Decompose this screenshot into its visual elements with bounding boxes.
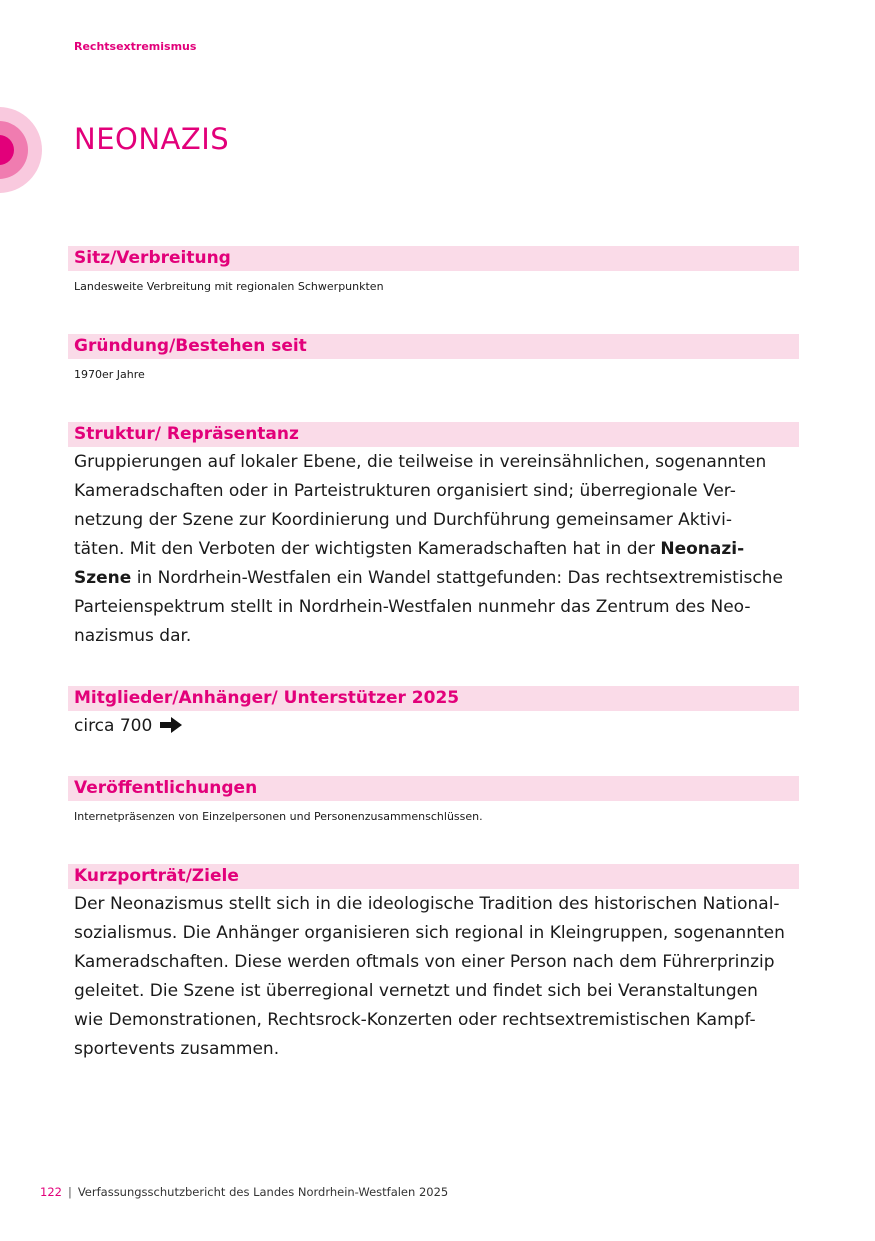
section-sitz xyxy=(68,246,799,301)
text-span: täten. Mit den Verboten der wichtigsten Kameradschaften hat in der xyxy=(74,539,661,559)
page-number: 122 xyxy=(40,1185,62,1199)
member-count: circa 700 xyxy=(74,716,153,736)
section-text xyxy=(68,712,799,743)
section-text xyxy=(68,448,799,651)
text-line: sozialismus. Die Anhänger organisieren sich regional in Kleingruppen, sogenannten xyxy=(74,923,785,943)
section-veroeffentlichungen xyxy=(68,776,799,831)
section-gruendung xyxy=(68,334,799,389)
page-title: NEONAZIS xyxy=(74,122,230,156)
section-heading: Mitglieder/Anhänger/ Unterstützer 2025 xyxy=(68,686,799,711)
text-line: Der Neonazismus stellt sich in die ideologische Tradition des historischen National- xyxy=(74,894,780,914)
section-text xyxy=(68,890,799,1064)
section-heading: Gründung/Bestehen seit xyxy=(68,334,799,359)
text-line: sportevents zusammen. xyxy=(74,1039,280,1059)
section-text: Internetpräsenzen von Einzelpersonen und Personenzusammenschlüssen. xyxy=(74,810,483,823)
section-kurzportraet xyxy=(68,864,799,1064)
footer-separator: | xyxy=(67,1185,72,1199)
text-line: netzung der Szene zur Koordinierung und Durchführung gemeinsamer Aktivi- xyxy=(74,510,732,530)
text-line: Parteienspektrum stellt in Nordrhein-Westfalen nunmehr das Zentrum des Neo- xyxy=(74,597,751,617)
text-line: Kameradschaften oder in Parteistrukturen organisiert sind; überregionale Ver- xyxy=(74,481,736,501)
section-heading: Struktur/ Repräsentanz xyxy=(68,422,799,447)
text-line: Kameradschaften. Diese werden oftmals von einer Person nach dem Führerprinzip xyxy=(74,952,775,972)
section-heading: Veröffentlichungen xyxy=(68,776,799,801)
section-text: Landesweite Verbreitung mit regionalen Schwerpunkten xyxy=(74,280,384,293)
running-head: Rechtsextremismus xyxy=(74,40,197,53)
footer-text: Verfassungsschutzbericht des Landes Nordrhein-Westfalen 2025 xyxy=(77,1185,449,1199)
section-struktur xyxy=(68,422,799,651)
fact-sheet xyxy=(68,246,799,1097)
page-footer xyxy=(40,1185,448,1199)
text-line: wie Demonstrationen, Rechtsrock-Konzerten oder rechtsextremistischen Kampf- xyxy=(74,1010,756,1030)
section-heading: Sitz/Verbreitung xyxy=(68,246,799,271)
text-line: nazismus dar. xyxy=(74,626,192,646)
section-text: 1970er Jahre xyxy=(74,368,145,381)
bold-term: Neonazi- xyxy=(660,539,745,559)
concentric-circles-decoration xyxy=(0,106,44,194)
text-line xyxy=(74,535,799,564)
section-mitglieder xyxy=(68,686,799,743)
text-span: in Nordrhein-Westfalen ein Wandel stattgefunden: Das rechtsextremistische xyxy=(131,568,783,588)
bold-term: Szene xyxy=(74,568,132,588)
text-line xyxy=(74,564,799,593)
right-arrow-icon xyxy=(160,714,182,743)
text-line: Gruppierungen auf lokaler Ebene, die teilweise in vereinsähnlichen, sogenannten xyxy=(74,452,767,472)
text-line: geleitet. Die Szene ist überregional vernetzt und findet sich bei Veranstaltungen xyxy=(74,981,758,1001)
section-heading: Kurzporträt/Ziele xyxy=(68,864,799,889)
